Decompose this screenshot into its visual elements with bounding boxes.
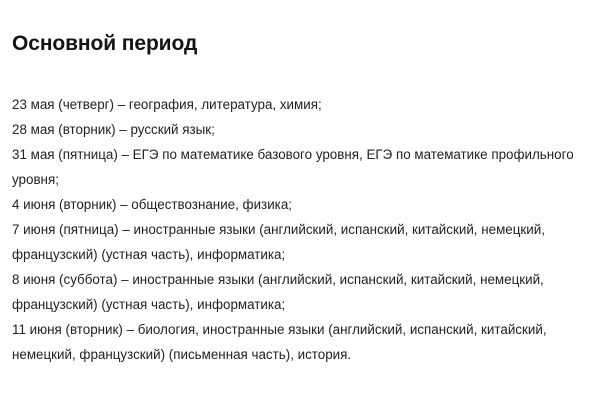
exam-schedule-list bbox=[12, 92, 586, 367]
section-heading: Основной период bbox=[12, 32, 198, 55]
schedule-entry-june-4: 4 июня (вторник) – обществознание, физика; bbox=[12, 197, 292, 212]
schedule-entry-june-7: 7 июня (пятница) – иностранные языки (английский, испанский, китайский, немецкий, французский) (устная часть), информатика; bbox=[12, 222, 545, 262]
schedule-entry-may-23: 23 мая (четверг) – география, литература, химия; bbox=[12, 97, 322, 112]
schedule-entry-june-8: 8 июня (суббота) – иностранные языки (английский, испанский, китайский, немецкий, французский) (устная часть), информатика; bbox=[12, 272, 544, 312]
schedule-entry-june-11: 11 июня (вторник) – биология, иностранные языки (английский, испанский, китайский, немецкий, французский) (письменная часть), история. bbox=[12, 322, 547, 362]
schedule-entry-may-28: 28 мая (вторник) – русский язык; bbox=[12, 122, 215, 137]
schedule-entry-may-31: 31 мая (пятница) – ЕГЭ по математике базового уровня, ЕГЭ по математике профильного уровня; bbox=[12, 147, 574, 187]
